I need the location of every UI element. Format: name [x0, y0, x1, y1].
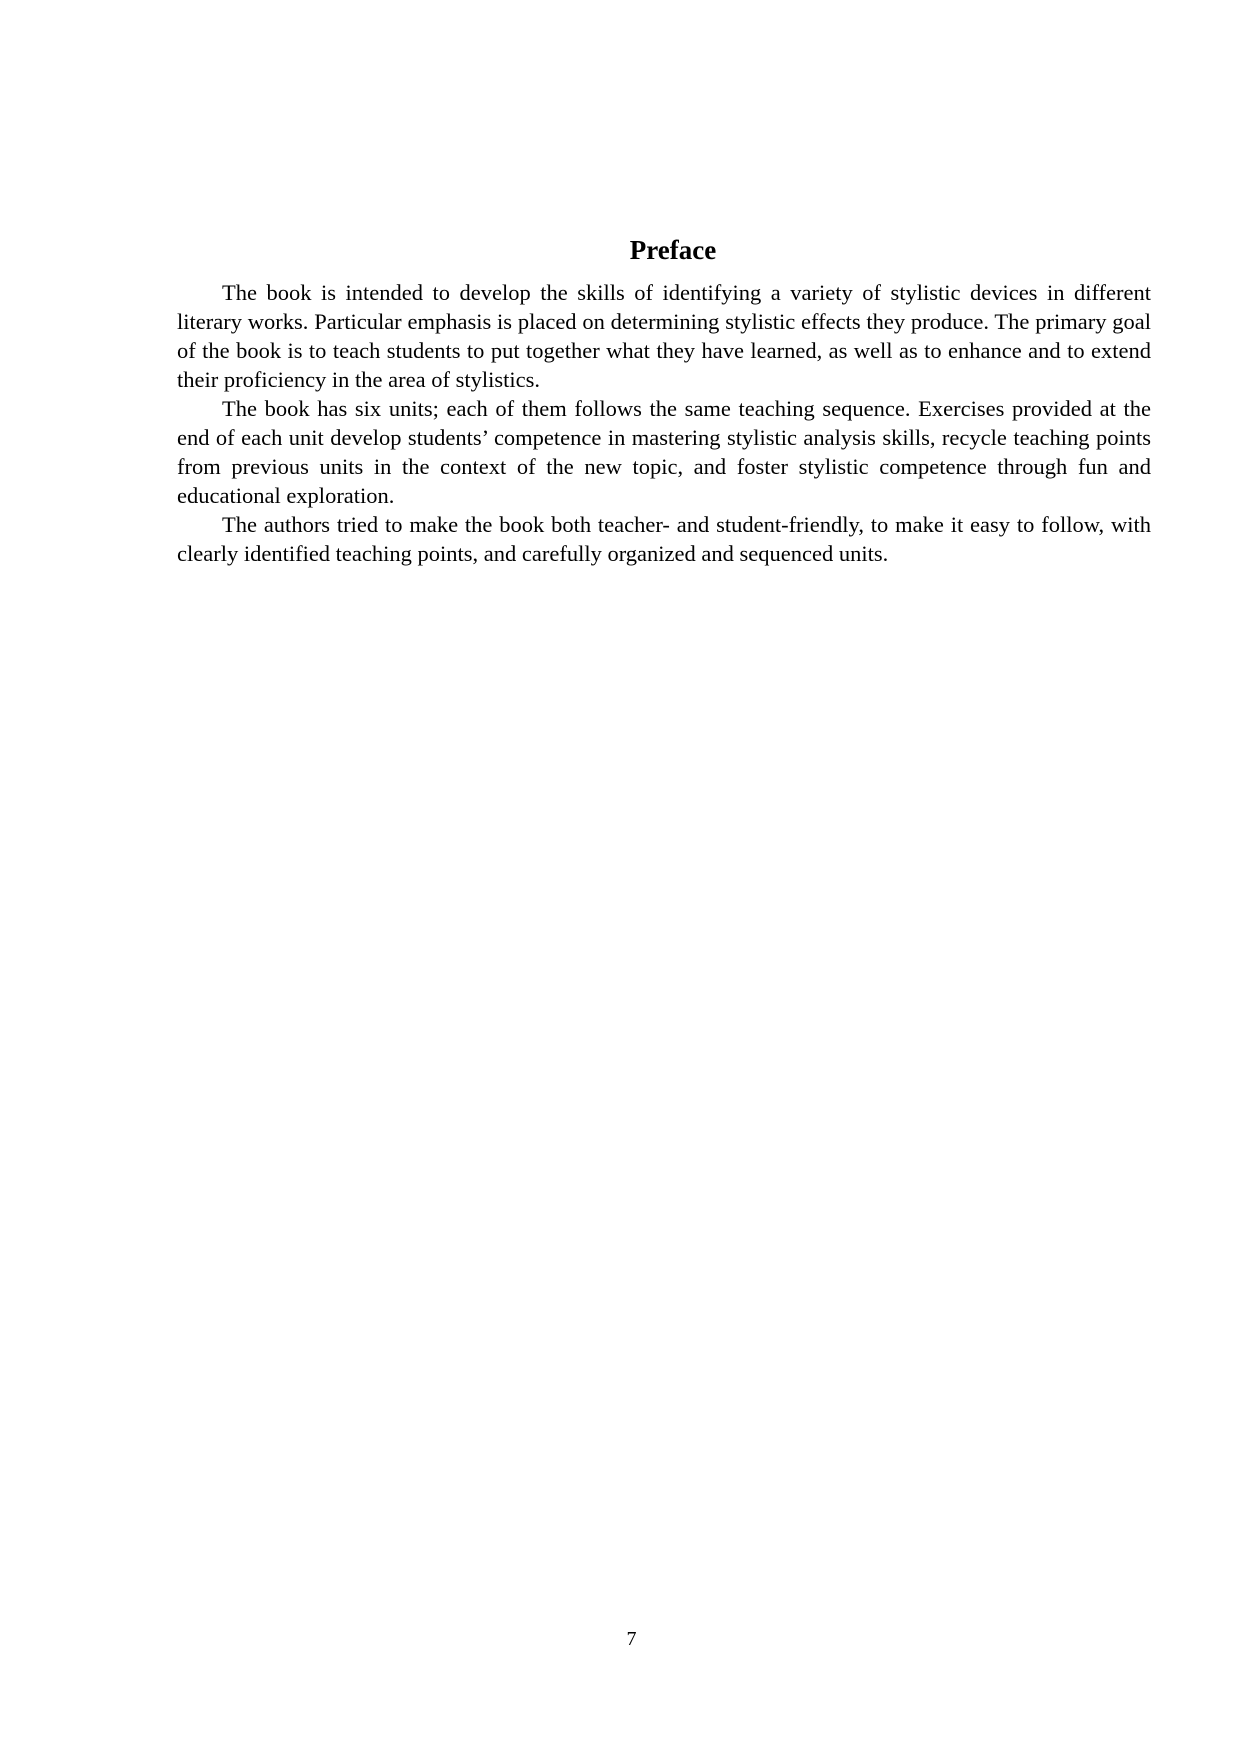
page-number: 7: [626, 1628, 637, 1650]
paragraph-intro: The book is intended to develop the skills of identifying a variety of stylistic devices in different literary works. Particular emphasis is placed on determining stylistic effects they produce. The primary goal of the book is to teach students to put together what they have learned, as well as to enhance and to extend their proficiency in the area of stylistics.: [177, 280, 1151, 392]
paragraph-units: The book has six units; each of them follows the same teaching sequence. Exercises provided at the end of each unit develop students’ competence in mastering stylistic analysis skills, recycle teaching points from previous units in the context of the new topic, and foster stylistic competence through fun and educational exploration.: [177, 396, 1151, 508]
page-title: Preface: [629, 235, 717, 265]
page-content: [177, 232, 1151, 568]
paragraph-authors: The authors tried to make the book both teacher- and student-friendly, to make it easy to follow, with clearly identified teaching points, and carefully organized and sequenced units.: [177, 512, 1151, 566]
